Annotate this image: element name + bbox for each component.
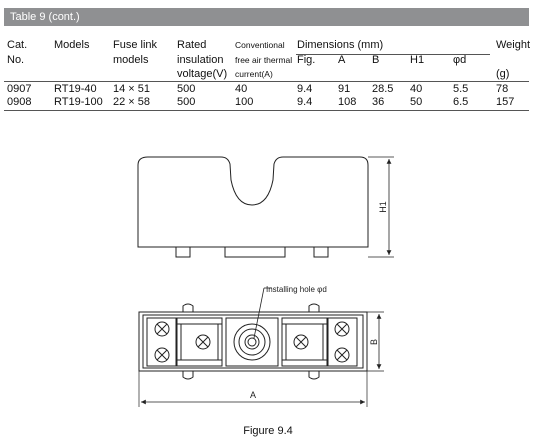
row2-voltage: 500 bbox=[177, 96, 196, 108]
header-h1: H1 bbox=[410, 54, 425, 66]
row2-cat: 0908 bbox=[7, 96, 32, 108]
header-a: A bbox=[338, 54, 346, 66]
figure-caption: Figure 9.4 bbox=[243, 425, 293, 437]
header-insulation: insulation bbox=[177, 54, 224, 66]
label-b: B bbox=[369, 338, 379, 346]
row2-a: 108 bbox=[338, 96, 357, 108]
row2-h1: 50 bbox=[410, 96, 423, 108]
row1-a: 91 bbox=[338, 83, 351, 95]
row1-voltage: 500 bbox=[177, 83, 196, 95]
header-fig: Fig. bbox=[297, 54, 316, 66]
header-weight-unit: (g) bbox=[496, 68, 510, 80]
row1-weight: 78 bbox=[496, 83, 509, 95]
label-h1: H1 bbox=[378, 201, 388, 213]
row2-current: 100 bbox=[235, 96, 254, 108]
label-hole: Installing hole φd bbox=[266, 285, 327, 294]
row2-fuse: 22 × 58 bbox=[113, 96, 151, 108]
header-no: No. bbox=[7, 54, 25, 66]
row1-fig: 9.4 bbox=[297, 83, 313, 95]
header-conventional: Conventional bbox=[235, 40, 285, 50]
side-view bbox=[138, 157, 394, 257]
header-current: current(A) bbox=[235, 69, 273, 79]
row2-weight: 157 bbox=[496, 96, 515, 108]
label-a: A bbox=[249, 390, 257, 400]
header-phi-d: φd bbox=[453, 54, 467, 66]
row2-fig: 9.4 bbox=[297, 96, 313, 108]
header-voltage: voltage(V) bbox=[177, 68, 228, 80]
plan-view bbox=[139, 288, 384, 407]
header-fuse-link-models: models bbox=[113, 54, 149, 66]
header-fuse-link: Fuse link bbox=[113, 39, 158, 51]
header-models: Models bbox=[54, 39, 90, 51]
header-free-air: free air thermal bbox=[235, 55, 293, 65]
row2-b: 36 bbox=[372, 96, 385, 108]
header-dimensions: Dimensions (mm) bbox=[297, 39, 384, 51]
row2-model: RT19-100 bbox=[54, 96, 103, 108]
row1-cat: 0907 bbox=[7, 83, 32, 95]
row1-fuse: 14 × 51 bbox=[113, 83, 151, 95]
row1-current: 40 bbox=[235, 83, 248, 95]
row2-d: 6.5 bbox=[453, 96, 469, 108]
row1-d: 5.5 bbox=[453, 83, 469, 95]
header-cat: Cat. bbox=[7, 39, 28, 51]
table-title: Table 9 (cont.) bbox=[4, 8, 529, 26]
row1-model: RT19-40 bbox=[54, 83, 97, 95]
row1-h1: 40 bbox=[410, 83, 423, 95]
header-b: B bbox=[372, 54, 380, 66]
header-weight: Weight bbox=[496, 39, 531, 51]
row1-b: 28.5 bbox=[372, 83, 394, 95]
header-rated: Rated bbox=[177, 39, 207, 51]
